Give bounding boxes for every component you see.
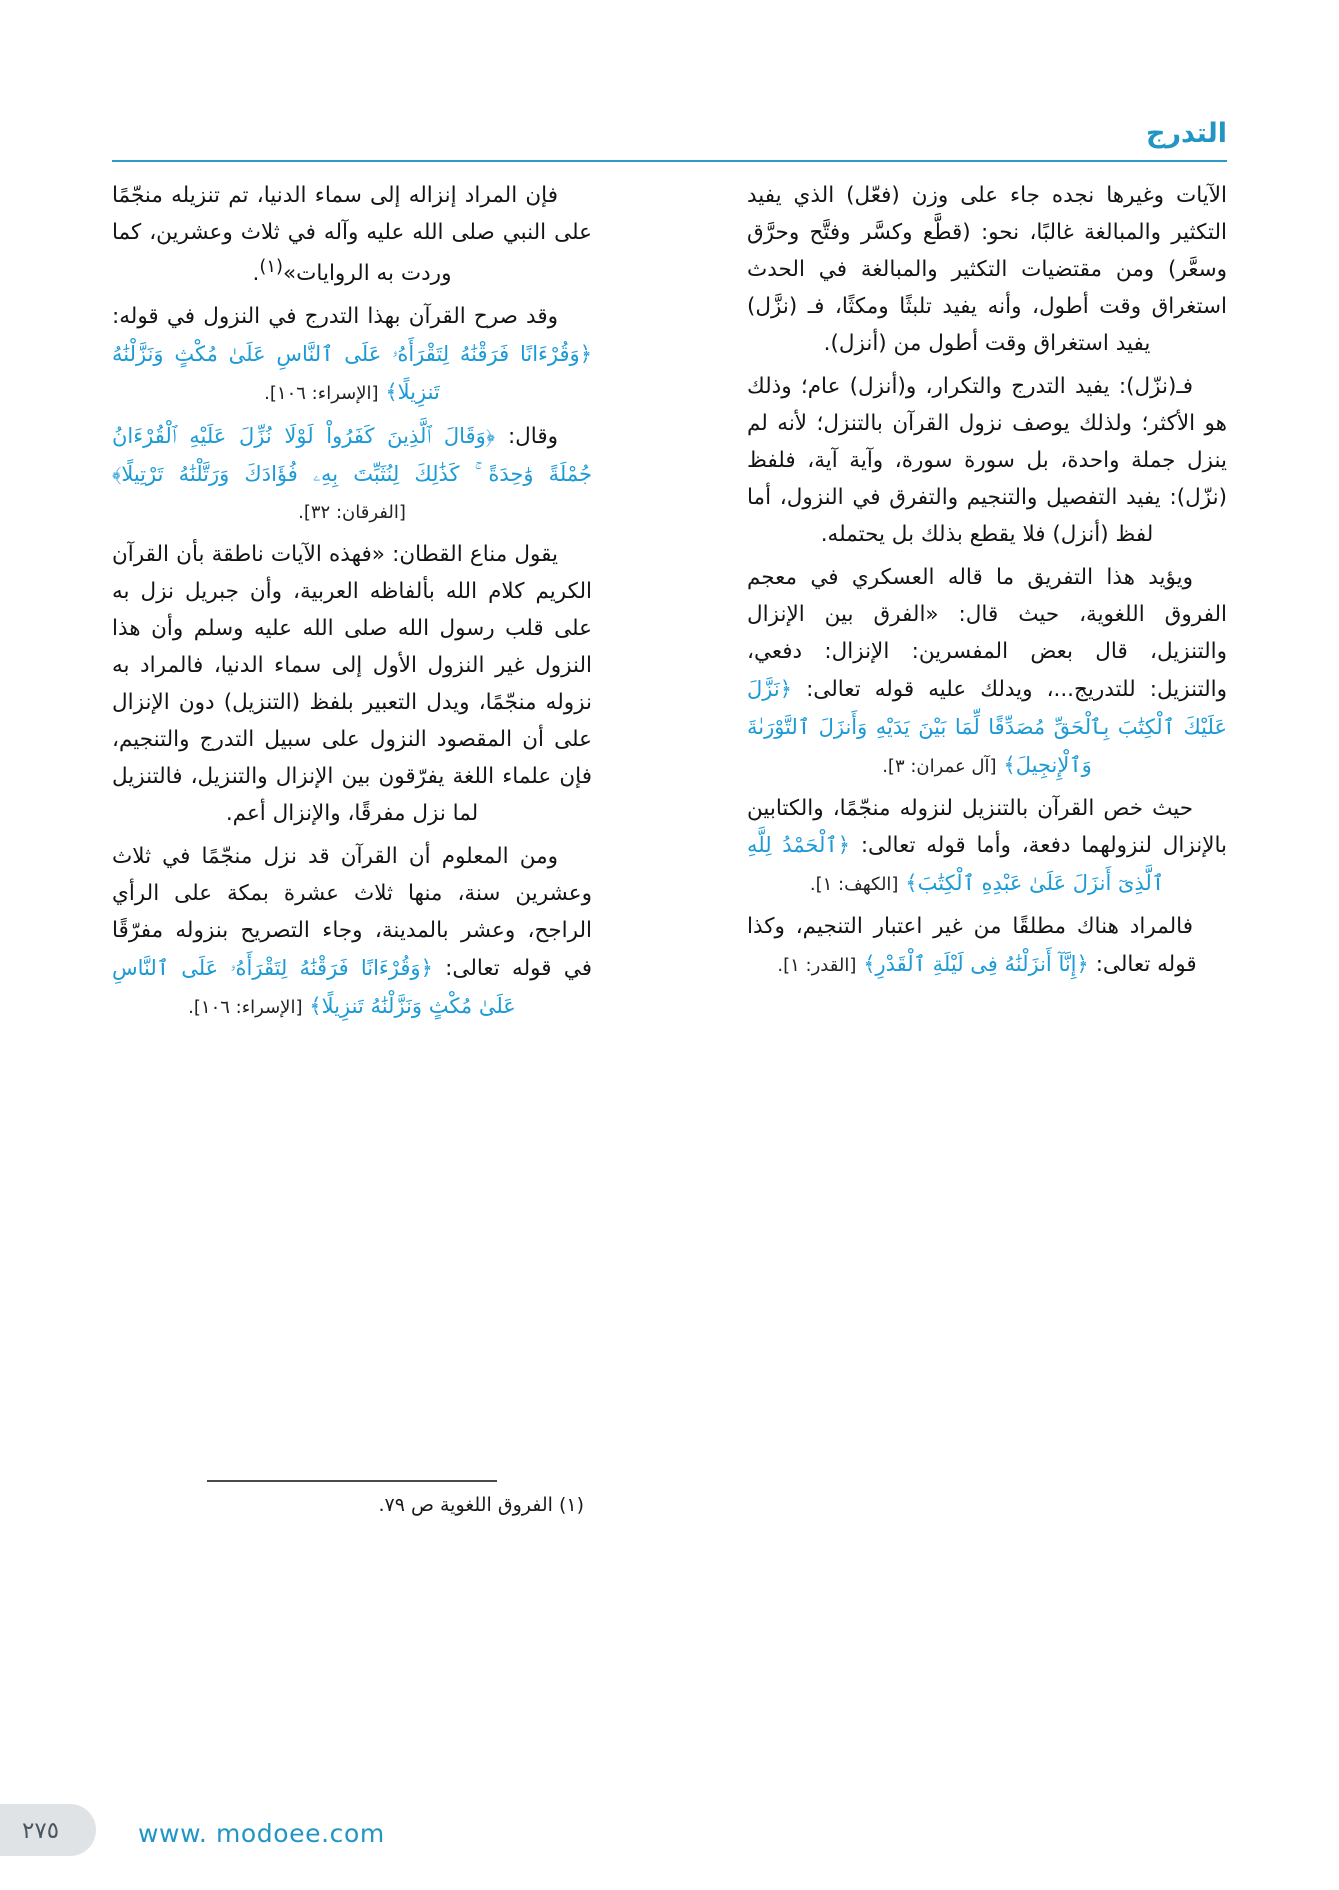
- paragraph-text: ومن المعلوم أن القرآن قد نزل منجّمًا في ثلاث وعشرين سنة، منها ثلاث عشرة بمكة على الرأي الراجح، وعشر بالمدينة، وجاء التصريح بنزوله مفرّقًا في قوله تعالى:: [112, 843, 592, 981]
- footnote-marker: (١): [259, 255, 284, 277]
- paragraph-text: وقال:: [507, 423, 559, 449]
- paragraph-text: الآيات وغيرها نجده جاء على وزن (فعّل) الذي يفيد التكثير والمبالغة غالبًا، نحو: (قطَّع وكسَّر وفتَّح وحرَّق وسعَّر) ومن مقتضيات التكثير والمبالغة في الحدث استغراق وقت أطول، وأنه يفيد تلبثًا ومكثًا، فـ (نزَّل) يفيد استغراق وقت أطول من (أنزل).: [747, 183, 1227, 356]
- website-link[interactable]: www. modoee.com: [138, 1819, 385, 1848]
- quran-close-brace: ﴾: [863, 952, 876, 977]
- verse-reference: [الفرقان: ٣٢].: [298, 501, 406, 523]
- paragraph: [112, 299, 592, 412]
- quran-open-brace: ﴿: [779, 676, 793, 701]
- quran-open-brace: ﴿: [420, 955, 433, 980]
- page-header: [112, 118, 1227, 162]
- page-number: ٢٧٥: [22, 1818, 60, 1844]
- paragraph: [112, 178, 592, 293]
- footnote-block: [112, 1480, 592, 1516]
- paragraph-text: فإن المراد إنزاله إلى سماء الدنيا، تم تنزيله منجّمًا على النبي صلى الله عليه وآله في ثلاث وعشرين، كما وردت به الروايات»: [112, 183, 592, 287]
- page-title: التدرج: [1145, 118, 1227, 149]
- paragraph: [112, 839, 592, 1026]
- quran-verse: إِنَّآ أَنزَلْنَٰهُ فِى لَيْلَةِ ٱلْقَدْرِ: [875, 952, 1077, 977]
- paragraph-text: وقد صرح القرآن بهذا التدرج في النزول في قوله:: [112, 304, 558, 330]
- page-footer: [0, 1778, 1339, 1890]
- paragraph: [747, 909, 1227, 984]
- paragraph: [747, 560, 1227, 785]
- quran-close-brace: ﴾: [309, 993, 322, 1018]
- footnote-divider: [207, 1480, 497, 1482]
- paragraph-text: فـ(نزّل): يفيد التدرج والتكرار، و(أنزل) عام؛ وذلك هو الأكثر؛ ولذلك يوصف نزول القرآن بالتنزل؛ لأنه لم ينزل جملة واحدة، بل سورة سورة، وآية آية، فلفظ (نزّل): يفيد التفصيل والتنجيم والتفرق في النزول، أما لفظ (أنزل) فلا يقطع بذلك بل يحتمله.: [747, 373, 1227, 547]
- quran-open-brace: ﴿: [485, 423, 496, 448]
- verse-reference: [الإسراء: ١٠٦].: [264, 383, 379, 404]
- body-columns: [112, 178, 1227, 1468]
- quran-verse: ٱلْحَمْدُ لِلَّهِ ٱلَّذِىٓ أَنزَلَ عَلَىٰ عَبْدِهِ ٱلْكِتَٰبَ: [747, 833, 1165, 896]
- paragraph: [112, 418, 592, 531]
- verse-reference: [الإسراء: ١٠٦].: [188, 996, 303, 1018]
- paragraph: [747, 369, 1227, 554]
- paragraph-text: يقول مناع القطان: «فهذه الآيات ناطقة بأن القرآن الكريم كلام الله بألفاظه العربية، وأن جبريل نزل به على قلب رسول الله صلى الله عليه وسلم وأن هذا النزول غير النزول الأول إلى سماء الدنيا، فالمراد به نزوله منجّمًا، ويدل التعبير بلفظ (التنزيل) دون الإنزال على أن المقصود النزول على سبيل التدرج والتنجيم، فإن علماء اللغة يفرّقون بين الإنزال والتنزيل، فالتنزيل لما نزل مفرقًا، والإنزال أعم.: [112, 541, 592, 826]
- header-divider: [112, 160, 1227, 162]
- quran-close-brace: ﴾: [905, 871, 918, 896]
- footnote-text: (١) الفروق اللغوية ص ٧٩.: [378, 1493, 584, 1516]
- quran-open-brace: ﴿: [579, 342, 592, 367]
- paragraph-text: فالمراد هناك مطلقًا من غير اعتبار التنجيم، وكذا قوله تعالى:: [747, 914, 1197, 978]
- paragraph-text: ويؤيد هذا التفريق ما قاله العسكري في معجم الفروق اللغوية، حيث قال: «الفرق بين الإنزال والتنزيل، قال بعض المفسرين: الإنزال: دفعي، والتنزيل: للتدريج...، ويدلك عليه قوله تعالى:: [747, 564, 1227, 702]
- column-left: [112, 178, 592, 1468]
- quran-verse: وَقَالَ ٱلَّذِينَ كَفَرُواْ لَوْلَا نُزِّلَ عَلَيْهِ ٱلْقُرْءَانُ جُمْلَةً وَٰحِدَةً ۚ كَذَٰلِكَ لِنُثَبِّتَ بِهِۦ فُؤَادَكَ وَرَتَّلْنَٰهُ تَرْتِيلًا: [112, 423, 592, 486]
- quran-verse: نَزَّلَ عَلَيْكَ ٱلْكِتَٰبَ بِٱلْحَقِّ مُصَدِّقًا لِّمَا بَيْنَ يَدَيْهِ وَأَنزَلَ ٱلتَّوْرَىٰةَ وَٱلْإِنجِيلَ: [747, 676, 1227, 777]
- verse-reference: [القدر: ١].: [777, 955, 857, 977]
- quran-open-brace: ﴿: [1076, 952, 1089, 977]
- paragraph: [747, 178, 1227, 363]
- paragraph-tail: .: [252, 261, 260, 287]
- quran-verse: وَقُرْءَانًا فَرَقْنَٰهُ لِتَقْرَأَهُۥ عَلَى ٱلنَّاسِ عَلَىٰ مُكْثٍ وَنَزَّلْنَٰهُ تَنزِيلًا: [112, 342, 580, 404]
- paragraph-text: حيث خص القرآن بالتنزيل لنزوله منجّمًا، والكتابين بالإنزال لنزولهما دفعة، وأما قوله تعالى:: [747, 795, 1227, 859]
- quran-verse: وَقُرْءَانًا فَرَقْنَٰهُ لِتَقْرَأَهُۥ عَلَى ٱلنَّاسِ عَلَىٰ مُكْثٍ وَنَزَّلْنَٰهُ تَنزِيلًا: [112, 955, 516, 1018]
- quran-close-brace: ﴾: [112, 461, 122, 486]
- paragraph: [747, 791, 1227, 904]
- quran-close-brace: ﴾: [385, 380, 398, 404]
- column-right: [747, 178, 1227, 1468]
- quran-close-brace: ﴾: [1003, 752, 1016, 777]
- verse-reference: [الكهف: ١].: [809, 874, 899, 896]
- verse-reference: [آل عمران: ٣].: [882, 755, 997, 777]
- quran-open-brace: ﴿: [837, 833, 850, 858]
- paragraph: [112, 537, 592, 833]
